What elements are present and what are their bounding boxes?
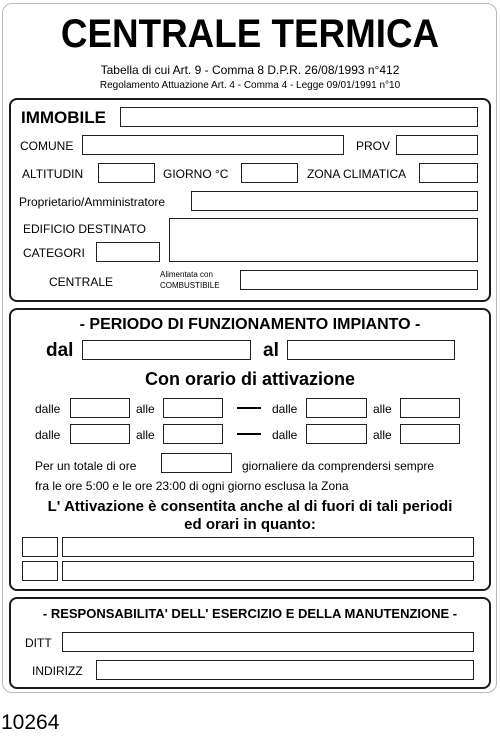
attivazione-text-2: ed orari in quanto: [184, 516, 316, 533]
responsabilita-heading: - RESPONSABILITA' DELL' ESERCIZIO E DELLA MANUTENZIONE - [42, 606, 458, 621]
edificio-field[interactable] [169, 218, 478, 262]
proprietario-label: Proprietario/Amministratore [19, 195, 166, 209]
dalle-label: dalle [35, 402, 61, 416]
alle-field[interactable] [400, 424, 460, 444]
alle-label: alle [373, 402, 392, 416]
al-label: al [263, 340, 279, 361]
combustibile-label: COMBUSTIBILE [160, 281, 220, 290]
dalle-label: dalle [272, 428, 298, 442]
immobile-heading: IMMOBILE [21, 108, 106, 127]
dash-separator [237, 407, 261, 409]
ditta-label: DITT [25, 636, 52, 650]
subtitle-regulation: Regolamento Attuazione Art. 4 - Comma 4 - Legge 09/01/1991 n°10 [99, 80, 401, 91]
alle-field[interactable] [163, 398, 223, 418]
periodo-heading: - PERIODO DI FUNZIONAMENTO IMPIANTO - [79, 316, 421, 333]
immobile-field[interactable] [120, 107, 478, 127]
alle-label: alle [136, 402, 155, 416]
dalle-field[interactable] [306, 398, 367, 418]
alle-field[interactable] [163, 424, 223, 444]
zona-climatica-label: ZONA CLIMATICA [307, 167, 407, 181]
alle-label: alle [373, 428, 392, 442]
prov-field[interactable] [396, 135, 478, 155]
indirizzo-label: INDIRIZZ [32, 664, 83, 678]
centrale-label: CENTRALE [49, 275, 114, 289]
dal-label: dal [46, 340, 74, 361]
categoria-label: CATEGORI [23, 246, 85, 260]
subtitle-decree: Tabella di cui Art. 9 - Comma 8 D.P.R. 26/08/1993 n°412 [100, 63, 400, 77]
dal-field[interactable] [82, 340, 251, 360]
motivo-text-field[interactable] [62, 561, 474, 581]
motivo-number-field[interactable] [22, 537, 58, 557]
motivo-number-field[interactable] [22, 561, 58, 581]
dalle-field[interactable] [306, 424, 367, 444]
dalle-field[interactable] [70, 398, 130, 418]
totale-label: Per un totale di ore [35, 459, 137, 473]
orario-heading: Con orario di attivazione [144, 369, 356, 389]
alle-field[interactable] [400, 398, 460, 418]
altitudine-label: ALTITUDIN [22, 167, 84, 181]
categoria-field[interactable] [96, 242, 160, 262]
totale-ore-field[interactable] [161, 453, 232, 473]
dash-separator [237, 433, 261, 435]
giorno-label: GIORNO °C [163, 167, 229, 181]
combustibile-field[interactable] [240, 270, 478, 290]
alimentata-label: Alimentata con [160, 270, 213, 279]
altitudine-field[interactable] [98, 163, 155, 183]
giornaliere-label: giornaliere da comprendersi sempre [242, 459, 435, 473]
ditta-field[interactable] [62, 632, 474, 652]
proprietario-field[interactable] [191, 191, 478, 211]
dalle-field[interactable] [70, 424, 130, 444]
fra-ore-text: fra le ore 5:00 e le ore 23:00 di ogni giorno esclusa la Zona [35, 479, 349, 493]
al-field[interactable] [287, 340, 455, 360]
dalle-label: dalle [272, 402, 298, 416]
prov-label: PROV [356, 139, 391, 153]
alle-label: alle [136, 428, 155, 442]
edificio-label: EDIFICIO DESTINATO [23, 222, 146, 236]
comune-label: COMUNE [20, 139, 74, 153]
product-code: 10264 [1, 711, 60, 734]
zona-climatica-field[interactable] [419, 163, 478, 183]
comune-field[interactable] [82, 135, 344, 155]
motivo-text-field[interactable] [62, 537, 474, 557]
dalle-label: dalle [35, 428, 61, 442]
indirizzo-field[interactable] [96, 660, 474, 680]
page-title: CENTRALE TERMICA [60, 12, 440, 56]
giorno-field[interactable] [241, 163, 298, 183]
attivazione-text-1: L' Attivazione è consentita anche al di fuori di tali periodi [47, 498, 453, 515]
